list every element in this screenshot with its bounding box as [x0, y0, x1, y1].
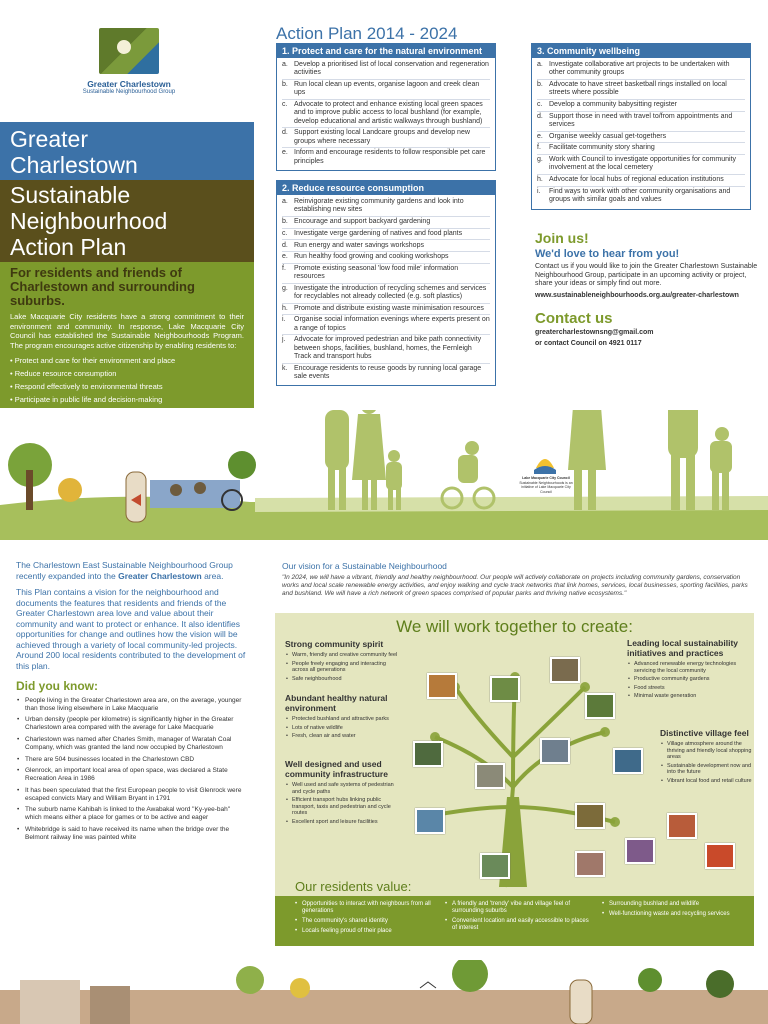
value-item: • Well-functioning waste and recycling services: [602, 910, 747, 920]
action-item-list: [277, 58, 495, 170]
greater-charlestown-logo: [74, 22, 184, 95]
action-item: [537, 155, 745, 175]
about-lead: [16, 560, 248, 581]
footer-street-illustration: [0, 960, 768, 1024]
about-plan-text: This Plan contains a vision for the neighbourhood and documents the features that residents and friends of the Greater Charlestown area love and value about their community and want to protect or enhance. It also identifies opportunities for change and outlines how the vision will be achieved through a variety of local community-led projects. Around 200 local residents contributed to the development of this plan.: [16, 587, 246, 671]
group-village-feel: [660, 728, 752, 786]
contact-email-link[interactable]: greatercharlestownsng@gmail.com: [535, 329, 654, 336]
council-logo-text: [518, 476, 574, 494]
action-item: [282, 304, 490, 316]
fact-item: • There are 504 businesses located in the Charlestown CBD: [16, 754, 248, 766]
action-item-text: Investigate collaborative art projects to be undertaken with other community groups: [549, 61, 730, 77]
action-item: [282, 335, 490, 363]
action-item-key: d.: [282, 129, 288, 137]
action-item-key: e.: [282, 253, 288, 261]
action-item: [282, 217, 490, 229]
action-item: [537, 187, 745, 206]
values-column: [295, 900, 435, 936]
action-item-text: Facilitate community story sharing: [549, 144, 655, 152]
value-item: • Convenient location and easily accessible to places of interest: [445, 917, 595, 934]
action-item-text: Organise weekly casual get-togethers: [549, 132, 667, 140]
action-item-text: Reinvigorate existing community gardens and look into establishing new sites: [294, 198, 464, 214]
group-list: [285, 781, 400, 827]
action-section-1: [276, 43, 496, 171]
title-subtitle: For residents and friends of Charlestown and surrounding suburbs.: [10, 265, 195, 308]
action-item-list: [532, 58, 750, 209]
action-item-key: b.: [282, 218, 288, 226]
action-item-key: h.: [282, 304, 288, 312]
program-bullet: • Protect and care for their environment and place: [10, 354, 244, 367]
action-item-key: i.: [537, 187, 541, 195]
community-photo: [705, 843, 735, 869]
group-title: Distinctive village feel: [660, 728, 749, 738]
title-line-3: Sustainable: [10, 182, 131, 208]
community-photo: [667, 813, 697, 839]
group-title: Strong community spirit: [285, 639, 384, 649]
group-item: • Warm, friendly and creative community feel: [285, 651, 400, 660]
fact-item: • Glenrock, an important local area of open space, was declared a State Recreation Area in 1986: [16, 765, 248, 785]
action-item: [282, 229, 490, 241]
action-item-key: c.: [282, 229, 288, 237]
about-lead-bold: Greater Charlestown: [118, 570, 202, 581]
group-infrastructure: [285, 759, 400, 827]
action-item: [537, 100, 745, 112]
group-item: • Vibrant local food and retail culture: [660, 777, 752, 786]
about-lead-end: area.: [201, 570, 224, 581]
community-photo: [550, 657, 580, 683]
group-item: • Well used and safe systems of pedestrian and cycle paths: [285, 781, 400, 796]
fact-item: • Charlestown was named after Charles Smith, manager of Waratah Coal Company, which was granted the land now occupied by Charlestown: [16, 734, 248, 754]
action-item: [537, 143, 745, 155]
community-photo: [575, 851, 605, 877]
group-list: [285, 651, 400, 683]
group-item: • Protected bushland and attractive parks: [285, 715, 400, 724]
action-item-text: Inform and encourage residents to follow responsible pet care principles: [294, 149, 486, 165]
action-item-text: Investigate the introduction of recycling schemes and services for recyclables not already collected (e.g. soft plastics): [294, 284, 487, 301]
community-photo: [575, 803, 605, 829]
action-item-text: Work with Council to investigate opportunities for community involvement at the local cemetery: [549, 156, 737, 172]
title-block-blue: [0, 122, 254, 180]
group-item: • Advanced renewable energy technologies servicing the local community: [627, 660, 752, 675]
action-item: [282, 284, 490, 304]
action-section-2: [276, 180, 496, 386]
action-item-text: Advocate to protect and enhance existing local green spaces and to improve public access to local bushland (for example, develop educational and artistic walkways through bushland): [294, 101, 483, 125]
action-item-key: f.: [537, 144, 541, 152]
value-item: • Opportunities to interact with neighbours from all generations: [295, 900, 435, 917]
logo-tagline: Sustainable Neighbourhood Group: [82, 89, 176, 95]
value-item: • The community's shared identity: [295, 917, 435, 927]
value-item: • Surrounding bushland and wildlife: [602, 900, 747, 910]
group-item: • Fresh, clean air and water: [285, 732, 400, 741]
contact-heading: Contact us: [535, 310, 613, 327]
action-item-key: a.: [282, 61, 288, 69]
action-item-key: g.: [282, 284, 288, 292]
title-block-brown: [0, 180, 254, 262]
action-plan-heading: Action Plan 2014 - 2024: [276, 24, 458, 43]
join-heading: Join us!: [535, 230, 589, 246]
group-title: Leading local sustainability initiatives and practices: [627, 638, 738, 658]
group-list: [627, 660, 752, 701]
group-item: • Productive community gardens: [627, 675, 752, 684]
action-item: [282, 315, 490, 335]
action-item-text: Organise social information evenings where experts present on a range of topics: [294, 316, 490, 332]
group-item: • Excellent sport and leisure facilities: [285, 818, 400, 827]
group-sustainability: [627, 638, 752, 701]
action-item-text: Promote existing seasonal 'low food mile' information resources: [294, 264, 459, 281]
logo-mark: [99, 28, 159, 74]
facts-list: [16, 695, 248, 844]
action-item-key: d.: [282, 241, 288, 249]
action-item-key: g.: [537, 156, 543, 164]
group-list: [285, 715, 400, 741]
action-item: [537, 60, 745, 80]
value-item: • A friendly and 'trendy' vibe and village feel of surrounding suburbs: [445, 900, 595, 917]
group-natural-environment: [285, 693, 400, 741]
about-section: [16, 560, 248, 844]
action-item-key: c.: [537, 101, 543, 109]
community-photo: [625, 838, 655, 864]
program-bullet: • Participate in public life and decision-making: [10, 393, 244, 406]
value-item: • Locals feeling proud of their place: [295, 926, 435, 936]
join-text: Contact us if you would like to join the Greater Charlestown Sustainable Neighbourhood Group, participate in an upcoming activity or project, share your ideas or simply find out more.: [535, 263, 758, 287]
contact-phone: or contact Council on 4921 0117: [535, 340, 642, 347]
action-item-text: Advocate to have street basketball rings installed on local streets where possible: [549, 81, 727, 97]
action-item-key: k.: [282, 364, 288, 372]
community-photo: [415, 808, 445, 834]
group-title: Abundant healthy natural environment: [285, 693, 388, 713]
contact-section: [535, 310, 760, 349]
action-item-text: Support those in need with travel to/from appointments and services: [549, 112, 733, 129]
community-photo: [480, 853, 510, 879]
action-item-key: b.: [282, 81, 288, 89]
community-photo: [585, 693, 615, 719]
action-item: [282, 240, 490, 252]
community-photo: [475, 763, 505, 789]
fact-item: • Whitebridge is said to have received its name when the bridge over the Belmont railway line was painted white: [16, 824, 248, 844]
action-section-3: [531, 43, 751, 210]
group-item: • Food streets: [627, 684, 752, 693]
community-photo: [413, 741, 443, 767]
group-item: • Village atmosphere around the thriving and friendly local shopping areas: [660, 740, 752, 762]
action-item-key: c.: [282, 101, 288, 109]
action-section-title: 3. Community wellbeing: [532, 44, 750, 58]
program-bullet: • Respond effectively to environmental threats: [10, 380, 244, 393]
action-item: [282, 148, 490, 167]
action-item-key: h.: [537, 176, 543, 184]
fact-item: • It has been speculated that the first European people to visit Glenrock were escaped convicts Mary and William Bryant in 1791: [16, 785, 248, 805]
vision-section: [282, 561, 752, 598]
work-together-panel: [275, 613, 754, 946]
program-intro: Lake Macquarie City residents have a strong commitment to their environment and community. In response, Lake Macquarie City Council has established the Sustainable Neighbourhoods Program. The program encourages active citizenship by enabling residents to:: [10, 312, 244, 350]
action-item-key: f.: [282, 264, 286, 272]
residents-value-band: [275, 896, 754, 946]
action-item-text: Encourage and support backyard gardening: [294, 218, 431, 226]
action-item-text: Run healthy food growing and cooking workshops: [294, 253, 449, 261]
title-line-1: Greater: [10, 126, 88, 152]
action-item-key: e.: [537, 132, 543, 140]
group-item: • Lots of native wildlife: [285, 724, 400, 733]
action-item: [282, 100, 490, 128]
did-you-know-heading: Did you know:: [16, 679, 98, 693]
action-item-text: Advocate for improved pedestrian and bike path connectivity between shops, facilities, bushland, homes, the Fernleigh Track and transport hubs: [294, 336, 482, 361]
title-line-4: Neighbourhood: [10, 208, 168, 234]
title-line-2: Charlestown: [10, 152, 138, 178]
vision-quote: "In 2024, we will have a vibrant, friendly and healthy neighbourhood. Our people will actively collaborate on projects including community gardens, conservation works and local scale renewable energy activities, and enjoy walking and cycle track networks that link homes, services, local businesses, sporting facilities, parks and bushland. We will have a rich network of green spaces comprised of popular parks and thriving native ecosystems.": [282, 574, 748, 597]
action-item: [537, 112, 745, 132]
values-column: [602, 900, 747, 919]
action-section-title: 1. Protect and care for the natural environment: [277, 44, 495, 58]
council-note: Sustainable Neighbourhoods is an initiative of Lake Macquarie City Council: [519, 480, 573, 494]
fact-item: • The suburb name Kahibah is linked to the Awabakal word "Ky-yee-bah" which means either a place for games or to be active and eager: [16, 805, 248, 825]
join-url-link[interactable]: www.sustainableneighbourhoods.org.au/greater-charlestown: [535, 291, 739, 299]
title-line-5: Action Plan: [10, 234, 127, 260]
action-item-text: Develop a community babysitting register: [549, 101, 678, 109]
action-item-key: j.: [282, 336, 286, 344]
action-item-text: Develop a prioritised list of local conservation and regeneration activities: [294, 61, 489, 77]
group-item: • Minimal waste generation: [627, 692, 752, 701]
group-item: • Efficient transport hubs linking public transport, taxis and pedestrian and cycle routes: [285, 796, 400, 818]
community-banner-illustration: [0, 410, 768, 540]
fact-item: • People living in the Greater Charlestown area are, on the average, younger than those living elsewhere in Lake Macquarie: [16, 695, 248, 715]
fact-item: • Urban density (people per kilometre) is significantly higher in the Greater Charlestown area compared with the average for Lake Macquarie: [16, 715, 248, 735]
action-item-text: Support existing local Landcare groups and develop new groups where necessary: [294, 129, 470, 145]
action-item-text: Investigate verge gardening of natives and food plants: [294, 229, 463, 237]
action-item: [282, 128, 490, 148]
group-item: • People freely engaging and interacting across all generations: [285, 660, 400, 675]
group-community-spirit: [285, 639, 400, 683]
action-item: [282, 264, 490, 284]
join-subheading: We'd love to hear from you!: [535, 248, 680, 260]
action-item: [282, 60, 490, 80]
values-column: [445, 900, 595, 934]
group-title: Well designed and used community infrastructure: [285, 759, 388, 779]
program-bullet: • Reduce resource consumption: [10, 367, 244, 380]
action-item: [537, 132, 745, 144]
council-name: Lake Macquarie City Council: [522, 476, 570, 480]
group-list: [660, 740, 752, 786]
join-section: [535, 230, 760, 299]
action-item-key: a.: [282, 198, 288, 206]
community-photo: [490, 676, 520, 702]
title-block-green: [0, 262, 254, 408]
residents-value-heading: Our residents value:: [295, 879, 412, 894]
action-item: [282, 197, 490, 217]
action-section-title: 2. Reduce resource consumption: [277, 181, 495, 195]
action-item: [282, 80, 490, 100]
action-item-key: i.: [282, 316, 286, 324]
vision-heading: Our vision for a Sustainable Neighbourhood: [282, 561, 447, 571]
action-item-key: d.: [537, 112, 543, 120]
action-item: [282, 252, 490, 264]
community-photo: [427, 673, 457, 699]
action-item-text: Find ways to work with other community organisations and groups with similar goals and values: [549, 187, 731, 204]
action-item-key: e.: [282, 149, 288, 157]
about-lead-text: The Charlestown East Sustainable Neighbourhood Group recently expanded into the: [16, 560, 233, 581]
group-item: • Sustainable development now and into the future: [660, 762, 752, 777]
action-item-text: Advocate for local hubs of regional education institutions: [549, 176, 724, 184]
action-item-key: b.: [537, 81, 543, 89]
work-together-heading: We will work together to create:: [396, 617, 633, 636]
action-item: [537, 175, 745, 187]
action-item-text: Run local clean up events, organise lagoon and creek clean ups: [294, 81, 480, 97]
action-item-text: Promote and distribute existing waste minimisation resources: [294, 304, 484, 312]
action-item-text: Encourage residents to reuse goods by running local garage sale events: [294, 364, 482, 380]
logo-name: Greater Charlestown: [87, 79, 171, 89]
group-item: • Safe neighbourhood: [285, 675, 400, 684]
action-item: [537, 80, 745, 100]
action-item-list: [277, 195, 495, 385]
community-photo: [540, 738, 570, 764]
program-bullets: [10, 354, 244, 406]
action-item-text: Run energy and water savings workshops: [294, 241, 424, 249]
action-item: [282, 364, 490, 383]
community-photo: [613, 748, 643, 774]
action-item-key: a.: [537, 61, 543, 69]
